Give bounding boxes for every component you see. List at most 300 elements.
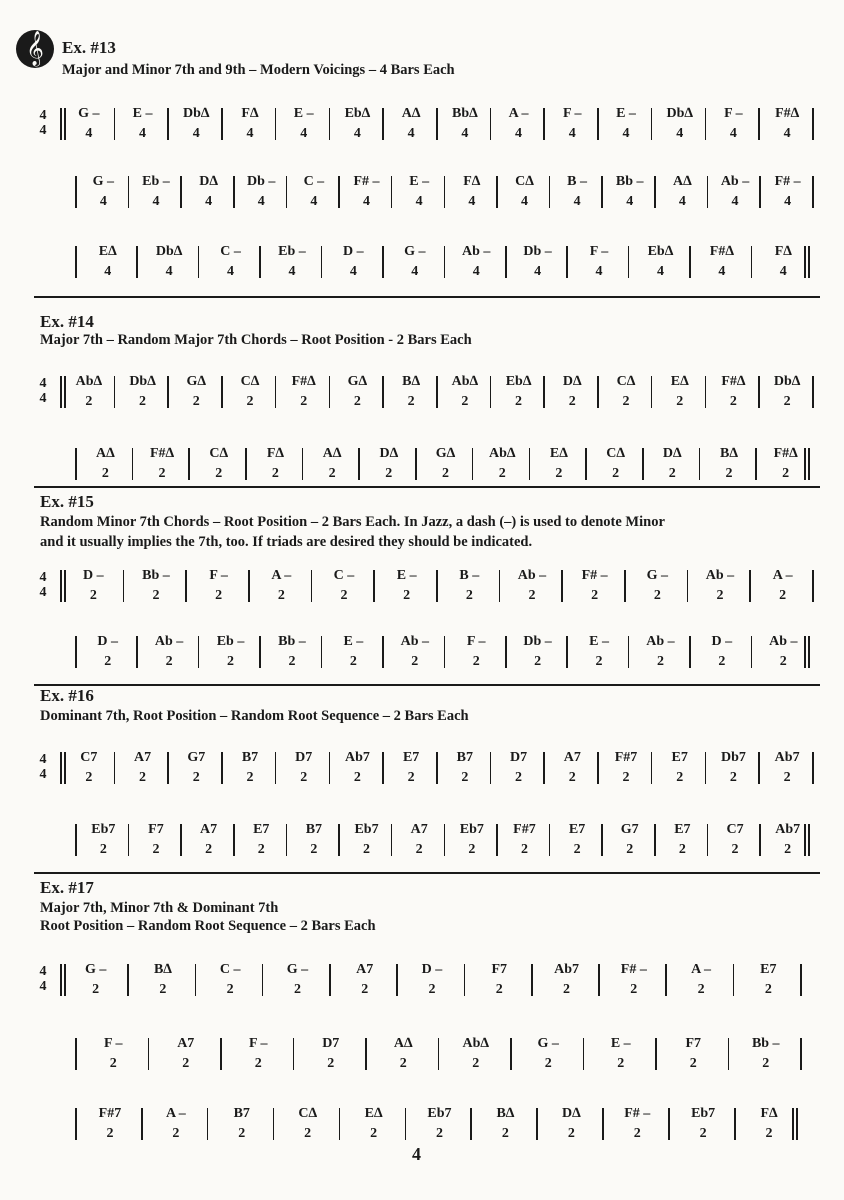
chord-duration: 2	[227, 654, 235, 669]
chord-symbol: B7	[305, 822, 323, 837]
chord-measure	[281, 104, 327, 144]
barline	[245, 448, 247, 480]
chord-symbol: G∆	[186, 374, 206, 389]
barline-end	[812, 108, 814, 140]
chord-duration: 2	[495, 982, 503, 997]
barline	[259, 636, 261, 668]
chord-symbol: C7	[80, 750, 98, 765]
chord-measure	[201, 960, 260, 1000]
chord-symbol: Eb7	[354, 822, 379, 837]
chord-measure	[674, 1104, 732, 1144]
chord-symbol: Ab7	[554, 962, 579, 977]
chord-duration: 2	[152, 588, 160, 603]
chord-symbol: F∆	[266, 446, 284, 461]
chord-measure	[421, 444, 470, 484]
chord-measure	[567, 566, 622, 606]
barline	[436, 752, 438, 784]
chord-measure	[388, 104, 434, 144]
chord-symbol: Db –	[247, 174, 276, 189]
barline-end	[804, 246, 806, 278]
chord-measure	[364, 444, 413, 484]
chord-duration: 2	[716, 588, 724, 603]
chord-duration: 4	[349, 264, 357, 279]
chord-symbol: F# –	[581, 568, 608, 583]
barline	[601, 824, 603, 856]
chord-duration: 2	[731, 842, 739, 857]
chord-symbol: Ab –	[705, 568, 735, 583]
barline	[705, 752, 707, 784]
chord-duration: 2	[595, 654, 603, 669]
chord-measure	[344, 172, 389, 212]
barline	[759, 176, 761, 208]
chord-duration: 2	[353, 394, 361, 409]
chord-measure	[450, 172, 495, 212]
chord-symbol: D7	[322, 1036, 340, 1051]
chord-symbol: Eb∆	[505, 374, 532, 389]
chord-symbol: A –	[691, 962, 711, 977]
chord-symbol: G –	[84, 962, 107, 977]
chord-measure	[695, 632, 748, 672]
time-signature-bottom: 4	[39, 585, 47, 600]
chord-symbol: E –	[616, 106, 636, 121]
chord-duration: 2	[246, 394, 254, 409]
chord-duration: 2	[656, 654, 664, 669]
chord-duration: 2	[139, 394, 147, 409]
chord-measure	[279, 1104, 337, 1144]
chord-measure	[292, 172, 337, 212]
barline	[128, 176, 130, 208]
chord-duration: 2	[783, 770, 791, 785]
chord-staff-row	[60, 748, 812, 788]
barline	[464, 964, 466, 996]
chord-measure	[739, 960, 798, 1000]
chord-symbol: A –	[772, 568, 793, 583]
chord-measure	[133, 960, 192, 1000]
chord-measure	[265, 632, 318, 672]
barline	[651, 752, 653, 784]
chord-duration: 4	[353, 126, 361, 141]
barline	[543, 752, 545, 784]
chord-duration: 2	[782, 466, 790, 481]
page-number: 4	[412, 1144, 421, 1164]
chord-duration: 2	[327, 1056, 335, 1071]
chord-duration: 2	[238, 1126, 246, 1141]
chord-measure	[120, 104, 166, 144]
chord-measure	[549, 372, 595, 412]
chord-symbol: D∆	[379, 446, 399, 461]
time-signature-bottom: 4	[39, 391, 47, 406]
chord-measure	[388, 372, 434, 412]
barline	[207, 1108, 209, 1140]
chord-measure	[555, 820, 600, 860]
chord-duration: 2	[165, 654, 173, 669]
chord-symbol: Ab –	[720, 174, 750, 189]
chord-measure	[511, 242, 564, 282]
chord-measure	[476, 1104, 534, 1144]
chord-measure	[317, 566, 372, 606]
barline	[651, 108, 653, 140]
chord-symbol: Ab7	[344, 750, 370, 765]
chord-duration: 4	[472, 264, 480, 279]
chord-symbol: D∆	[662, 446, 682, 461]
chord-measure	[299, 1034, 364, 1074]
chord-measure	[657, 104, 703, 144]
barline	[624, 570, 626, 602]
barline	[415, 448, 417, 480]
chord-symbol: A∆	[401, 106, 421, 121]
chord-measure	[411, 1104, 469, 1144]
chord-measure	[705, 444, 754, 484]
chord-symbol: Eb∆	[344, 106, 371, 121]
chord-symbol: B7	[241, 750, 259, 765]
barline	[233, 176, 235, 208]
chord-measure	[129, 566, 184, 606]
chord-symbol: F#∆	[291, 374, 316, 389]
chord-duration: 2	[271, 466, 279, 481]
chord-staff-row	[75, 1034, 800, 1074]
chord-measure	[227, 748, 273, 788]
barline	[733, 964, 735, 996]
chord-staff-row	[60, 372, 812, 412]
chord-symbol: E –	[589, 634, 609, 649]
section-divider	[34, 296, 820, 298]
chord-symbol: Ab –	[646, 634, 675, 649]
chord-duration: 2	[300, 770, 308, 785]
exercise-title: Ex. #14	[40, 312, 94, 331]
barline	[180, 824, 182, 856]
chord-duration: 2	[172, 1126, 180, 1141]
chord-duration: 2	[567, 1126, 575, 1141]
barline-end	[800, 964, 802, 996]
chord-duration: 2	[612, 466, 620, 481]
chord-symbol: D∆	[199, 174, 218, 189]
chord-symbol: Ab7	[774, 750, 800, 765]
chord-symbol: F#∆	[709, 244, 734, 259]
chord-symbol: B∆	[153, 962, 172, 977]
chord-measure	[397, 820, 442, 860]
barline	[751, 246, 753, 278]
chord-measure	[81, 1104, 139, 1144]
chord-duration: 2	[101, 466, 109, 481]
chord-measure	[239, 820, 284, 860]
barline	[436, 376, 438, 408]
barline	[444, 824, 446, 856]
chord-duration: 2	[363, 842, 371, 857]
barline	[262, 964, 264, 996]
chord-measure	[371, 1034, 436, 1074]
chord-measure	[572, 632, 625, 672]
chord-measure	[549, 748, 595, 788]
chord-measure	[254, 566, 309, 606]
chord-symbol: Ab –	[154, 634, 184, 649]
chord-symbol: C –	[303, 174, 325, 189]
chord-symbol: C –	[219, 962, 241, 977]
barline	[707, 824, 709, 856]
chord-measure	[511, 632, 564, 672]
chord-measure	[711, 748, 757, 788]
chord-duration: 4	[411, 264, 419, 279]
barline-start	[60, 376, 62, 408]
barline-end	[800, 1038, 802, 1070]
chord-symbol: G7	[620, 822, 639, 837]
barline	[597, 108, 599, 140]
chord-duration: 2	[293, 982, 301, 997]
chord-duration: 2	[385, 466, 393, 481]
chord-duration: 2	[89, 588, 97, 603]
barline	[358, 448, 360, 480]
chord-measure	[657, 372, 703, 412]
barline	[705, 376, 707, 408]
exercise-subtitle: Major 7th – Random Major 7th Chords – Root Position - 2 Bars Each	[40, 332, 472, 348]
chord-measure	[142, 242, 195, 282]
time-signature	[36, 570, 50, 600]
chord-duration: 4	[678, 194, 686, 209]
chord-measure	[450, 820, 495, 860]
barline-end	[812, 376, 814, 408]
barline	[654, 176, 656, 208]
barline	[286, 176, 288, 208]
chord-duration: 2	[192, 394, 200, 409]
chord-duration: 2	[99, 842, 107, 857]
chord-symbol: G∆	[347, 374, 368, 389]
chord-measure	[757, 632, 810, 672]
barline	[549, 176, 551, 208]
chord-duration: 2	[472, 1056, 480, 1071]
chord-duration: 2	[528, 588, 536, 603]
chord-symbol: F# –	[353, 174, 380, 189]
barline-start	[75, 448, 77, 480]
chord-measure	[505, 566, 560, 606]
time-signature	[36, 376, 50, 406]
chord-symbol: Ab∆	[488, 446, 516, 461]
chord-duration: 2	[729, 770, 737, 785]
chord-measure	[251, 444, 300, 484]
chord-symbol: Ab∆	[75, 374, 103, 389]
chord-duration: 2	[622, 394, 630, 409]
chord-symbol: A7	[356, 962, 374, 977]
chord-measure	[227, 104, 273, 144]
chord-duration: 2	[159, 982, 167, 997]
chord-symbol: D∆	[562, 374, 582, 389]
chord-duration: 2	[765, 1126, 773, 1141]
chord-symbol: Db7	[720, 750, 746, 765]
chord-measure	[765, 172, 810, 212]
chord-duration: 4	[573, 194, 581, 209]
chord-measure	[173, 104, 219, 144]
chord-measure	[607, 172, 652, 212]
chord-symbol: F#7	[513, 822, 536, 837]
chord-staff-row	[60, 566, 812, 606]
barline	[286, 824, 288, 856]
chord-duration: 2	[718, 654, 726, 669]
chord-symbol: Bb –	[615, 174, 644, 189]
chord-duration: 4	[718, 264, 726, 279]
chord-duration: 2	[310, 842, 318, 857]
barline	[275, 752, 277, 784]
chord-measure	[695, 242, 748, 282]
chord-duration: 2	[441, 466, 449, 481]
chord-measure	[335, 960, 394, 1000]
chord-measure	[444, 1034, 509, 1074]
barline	[490, 752, 492, 784]
barline	[221, 108, 223, 140]
barline	[728, 1038, 730, 1070]
chord-duration: 2	[568, 394, 576, 409]
barline	[185, 570, 187, 602]
chord-measure	[634, 242, 687, 282]
chord-symbol: E7	[402, 750, 420, 765]
treble-clef-logo-icon: 𝄞	[16, 30, 54, 68]
chord-duration: 2	[428, 982, 436, 997]
chord-duration: 2	[415, 842, 423, 857]
chord-duration: 2	[435, 1126, 443, 1141]
chord-measure	[478, 444, 527, 484]
barline	[365, 1038, 367, 1070]
chord-measure	[281, 372, 327, 412]
chord-symbol: A7	[410, 822, 428, 837]
barline	[329, 376, 331, 408]
chord-symbol: Eb7	[459, 822, 484, 837]
chord-measure	[496, 748, 542, 788]
chord-measure	[496, 104, 542, 144]
chord-symbol: F –	[724, 106, 743, 121]
chord-measure	[81, 444, 130, 484]
chord-measure	[549, 104, 595, 144]
chord-symbol: F# –	[774, 174, 801, 189]
chord-symbol: Ab –	[462, 244, 491, 259]
chord-duration: 4	[257, 194, 265, 209]
chord-symbol: Eb –	[216, 634, 245, 649]
chord-measure	[442, 104, 488, 144]
chord-symbol: F∆	[463, 174, 481, 189]
chord-symbol: C7	[726, 822, 744, 837]
chord-duration: 4	[729, 126, 737, 141]
chord-symbol: F –	[209, 568, 228, 583]
chord-measure	[537, 960, 596, 1000]
chord-symbol: B –	[567, 174, 588, 189]
chord-staff-row	[75, 632, 812, 672]
barline	[382, 246, 384, 278]
chord-duration: 2	[85, 770, 93, 785]
barline	[510, 1038, 512, 1070]
chord-symbol: F# –	[624, 1106, 651, 1121]
chord-measure	[496, 372, 542, 412]
barline	[755, 448, 757, 480]
barline	[597, 752, 599, 784]
chord-measure	[630, 566, 685, 606]
barline	[198, 636, 200, 668]
chord-symbol: Eb7	[691, 1106, 716, 1121]
chord-duration: 2	[370, 1126, 378, 1141]
chord-duration: 2	[515, 770, 523, 785]
barline	[391, 176, 393, 208]
chord-symbol: Db∆	[183, 106, 210, 121]
chord-symbol: Bb∆	[452, 106, 478, 121]
chord-symbol: A –	[165, 1106, 186, 1121]
chord-measure	[81, 172, 126, 212]
chord-duration: 2	[109, 1056, 117, 1071]
barline	[749, 570, 751, 602]
time-signature-top: 4	[39, 964, 47, 979]
chord-duration: 2	[468, 842, 476, 857]
chord-duration: 4	[515, 126, 523, 141]
chord-measure	[757, 242, 810, 282]
chord-symbol: Eb7	[427, 1106, 452, 1121]
chord-measure	[661, 1034, 726, 1074]
barline	[543, 108, 545, 140]
chord-measure	[470, 960, 529, 1000]
chord-duration: 2	[515, 394, 523, 409]
barline	[329, 108, 331, 140]
chord-duration: 2	[106, 1126, 114, 1141]
chord-measure	[81, 242, 134, 282]
barline	[759, 824, 761, 856]
chord-symbol: Db∆	[666, 106, 693, 121]
chord-symbol: Db∆	[129, 374, 156, 389]
chord-symbol: F7	[148, 822, 164, 837]
chord-symbol: F#∆	[149, 446, 175, 461]
chord-duration: 2	[328, 466, 336, 481]
chord-duration: 4	[104, 264, 112, 279]
barline	[505, 636, 507, 668]
chord-measure	[603, 748, 649, 788]
chord-duration: 4	[165, 264, 173, 279]
barline	[543, 376, 545, 408]
barline	[436, 570, 438, 602]
chord-measure	[516, 1034, 581, 1074]
chord-symbol: A7	[177, 1036, 195, 1051]
barline	[259, 246, 261, 278]
barline	[642, 448, 644, 480]
chord-duration: 4	[246, 126, 254, 141]
chord-measure	[120, 748, 166, 788]
chord-symbol: B –	[459, 568, 480, 583]
barline	[293, 1038, 295, 1070]
chord-duration: 2	[349, 654, 357, 669]
barline	[651, 376, 653, 408]
barline	[496, 824, 498, 856]
chord-symbol: F# –	[620, 962, 647, 977]
chord-measure	[186, 172, 231, 212]
chord-symbol: G –	[286, 962, 309, 977]
chord-measure	[589, 1034, 654, 1074]
barline	[329, 752, 331, 784]
chord-duration: 2	[104, 654, 112, 669]
chord-measure	[607, 820, 652, 860]
chord-duration: 2	[361, 982, 369, 997]
exercise-title: Ex. #15	[40, 492, 94, 511]
chord-duration: 4	[300, 126, 308, 141]
chord-symbol: A7	[563, 750, 581, 765]
chord-measure	[66, 748, 112, 788]
chord-measure	[265, 242, 318, 282]
chord-staff-row	[75, 1104, 800, 1144]
chord-symbol: D –	[421, 962, 443, 977]
barline-start	[75, 1108, 77, 1140]
chord-duration: 2	[501, 1126, 509, 1141]
chord-symbol: Ab∆	[451, 374, 479, 389]
chord-symbol: D∆	[561, 1106, 581, 1121]
chord-duration: 2	[630, 982, 638, 997]
chord-measure	[142, 632, 195, 672]
chord-duration: 2	[622, 770, 630, 785]
barline	[167, 752, 169, 784]
chord-staff-row	[75, 242, 812, 282]
chord-measure	[442, 566, 497, 606]
barline	[275, 108, 277, 140]
chord-duration: 4	[139, 126, 147, 141]
chord-measure	[292, 820, 337, 860]
